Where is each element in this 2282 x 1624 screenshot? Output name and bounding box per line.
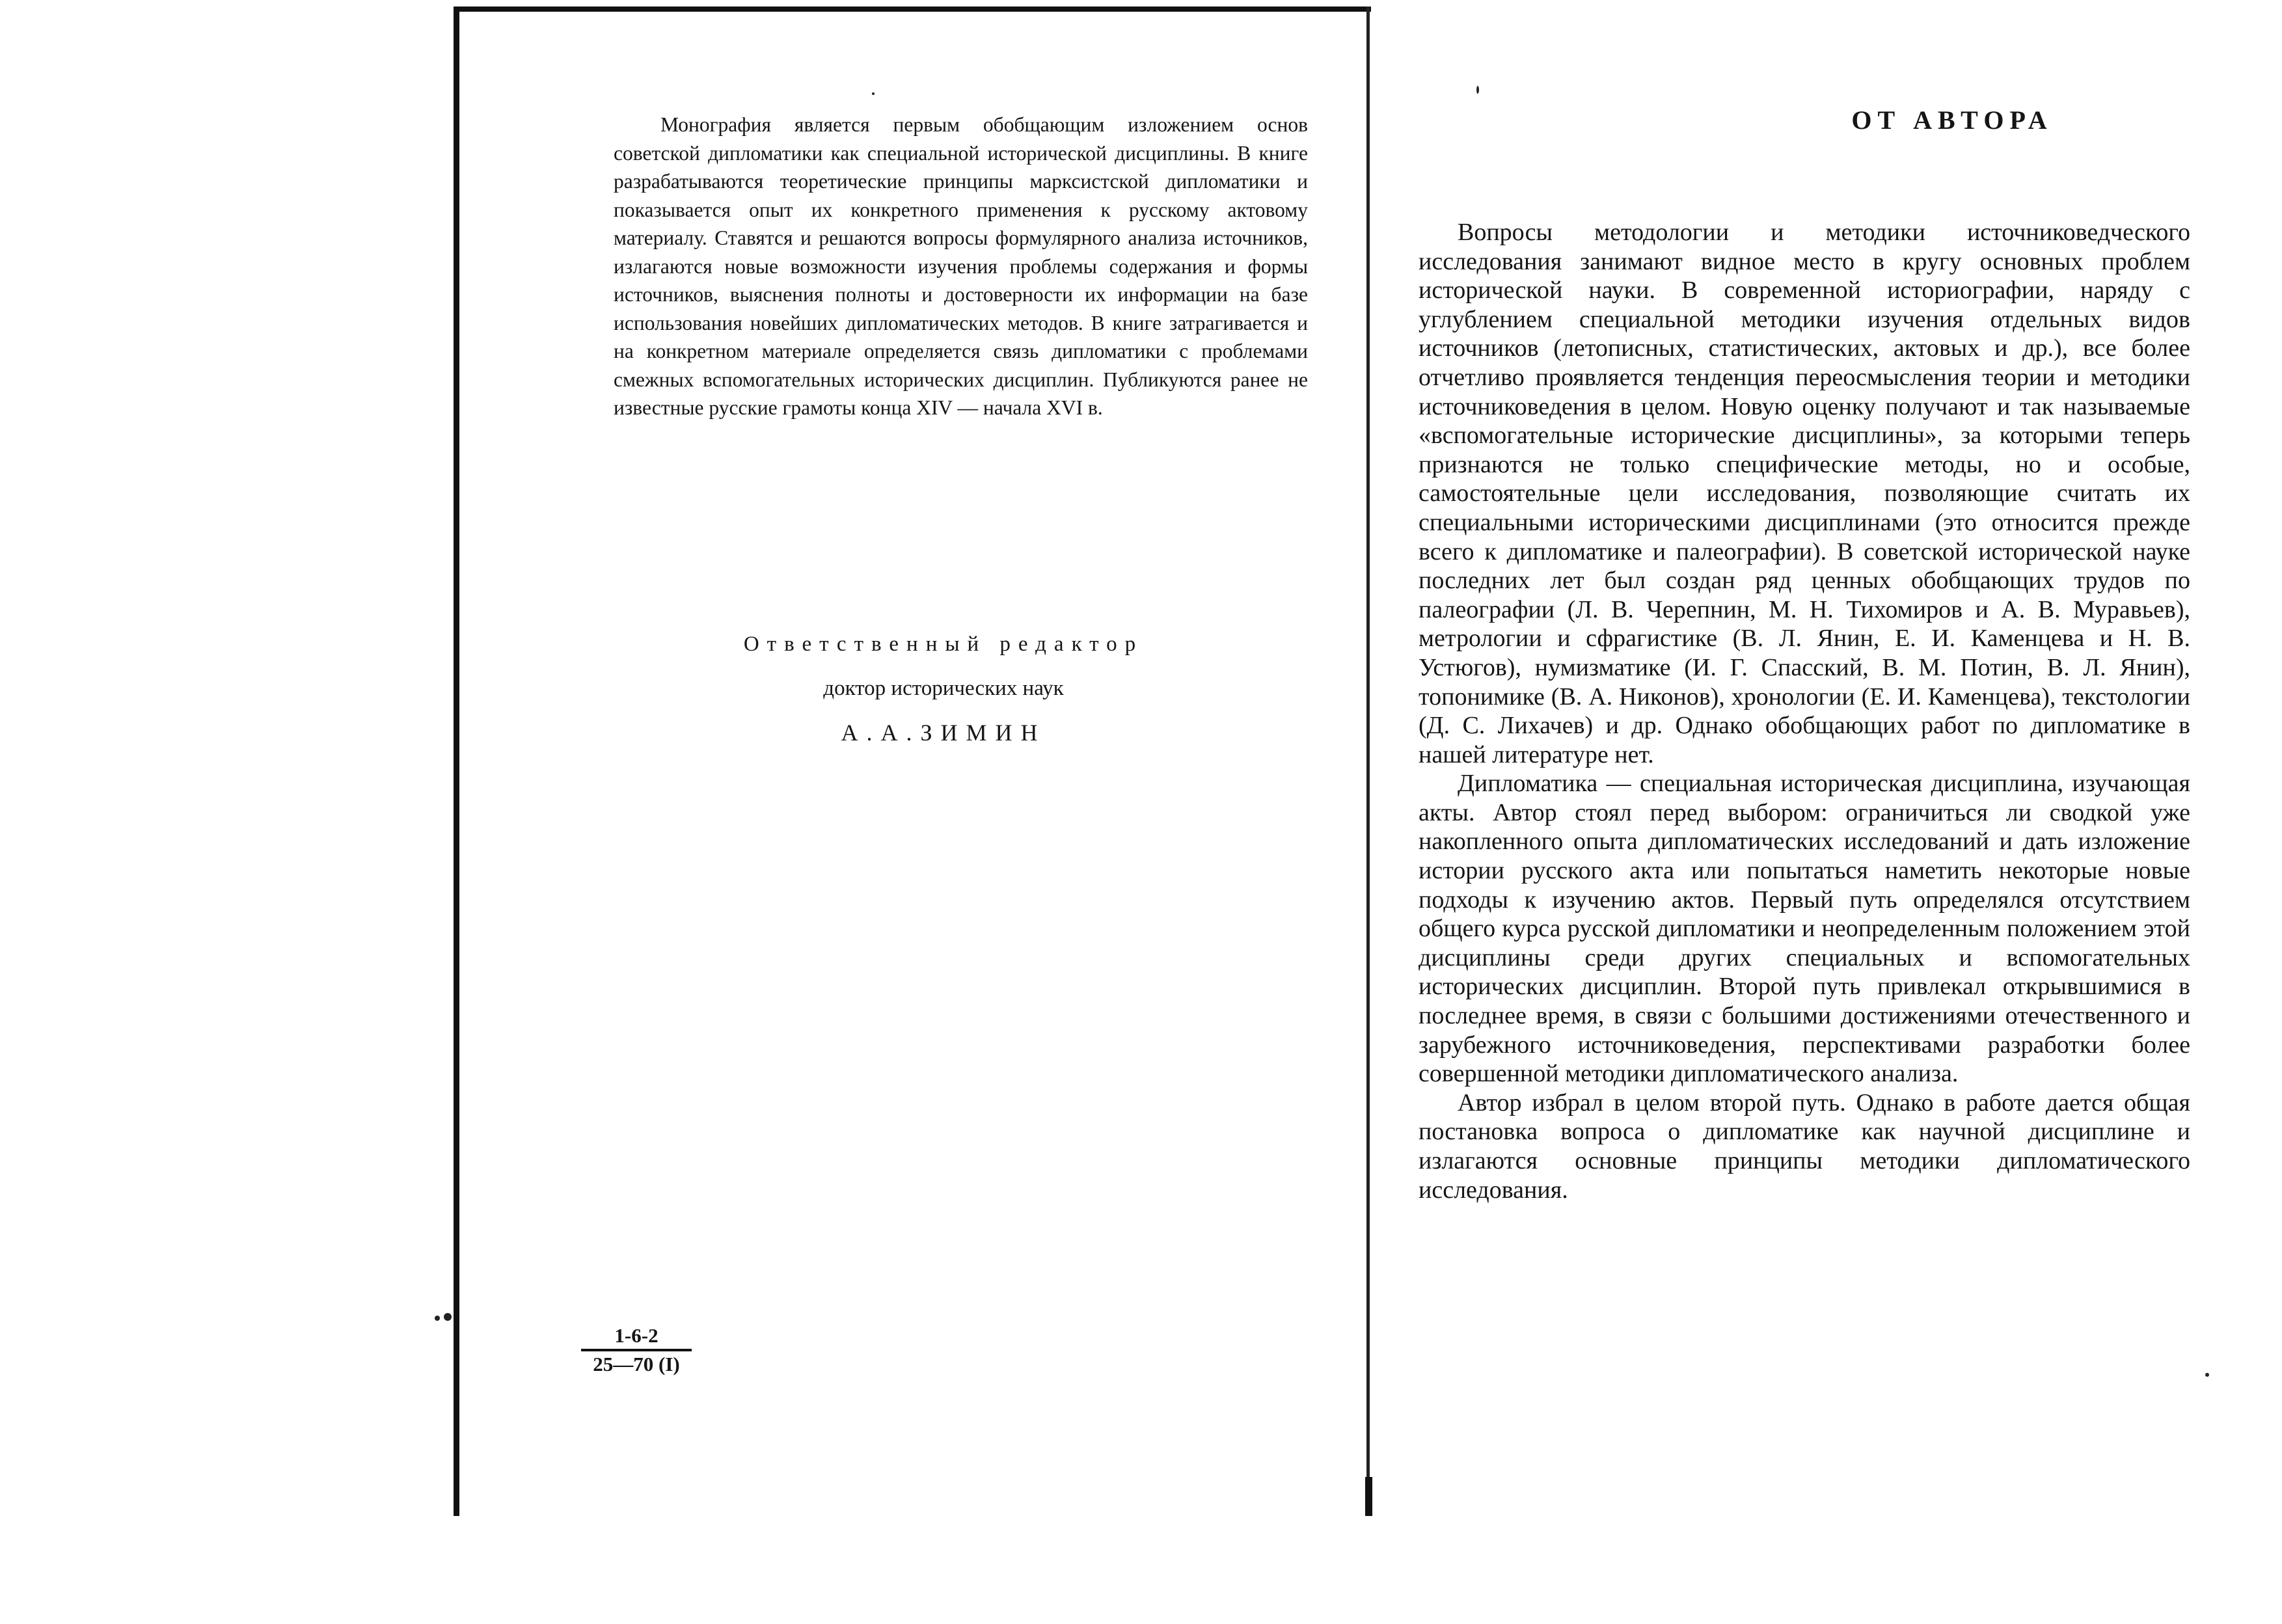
scan-speck xyxy=(435,1316,440,1321)
scan-speck xyxy=(2205,1373,2209,1377)
scan-speck xyxy=(444,1313,452,1321)
scan-speck xyxy=(1476,86,1479,94)
book-spine-mark xyxy=(1365,1477,1372,1516)
editor-credit xyxy=(690,631,1197,747)
page-top-border xyxy=(454,7,1371,12)
preface-body xyxy=(1419,218,2190,1204)
preface-paragraph: Автор избрал в целом второй путь. Однако в работе дается общая постановка вопроса о дипломатике как научной дисциплине и излагаются основные принципы методики дипломатического исследования. xyxy=(1419,1089,2190,1204)
publication-code-denominator: 25—70 (I) xyxy=(593,1353,680,1375)
scan-speck xyxy=(872,92,875,95)
editor-degree: доктор исторических наук xyxy=(823,677,1064,700)
editor-role: Ответственный редактор xyxy=(743,632,1144,656)
editor-name: А.А.ЗИМИН xyxy=(841,720,1046,746)
page-title: ОТ АВТОРА xyxy=(1851,105,2053,135)
publication-code-numerator: 1-6-2 xyxy=(581,1324,692,1351)
page-left-border xyxy=(454,7,459,1516)
book-annotation xyxy=(614,111,1308,422)
annotation-text: Монография является первым обобщающим изложением основ советской дипломатики как специальной исторической дисциплины. В книге разрабатываются теоретические принципы марксистской дипломатики и показывается опыт их конкретного применения к русскому актовому материалу. Ставятся и решаются вопросы формулярного анализа источников, излагаются новые возможности изучения проблемы содержания и формы источников, выяснения полноты и достоверности их информации на базе использования новейших дипломатических методов. В книге затрагивается и на конкретном материале определяется связь дипломатики с проблемами смежных вспомогательных исторических дисциплин. Публикуются ранее не известные русские грамоты конца XIV — начала XVI в. xyxy=(614,113,1308,419)
preface-paragraph: Дипломатика — специальная историческая дисциплина, изучающая акты. Автор стоял перед выбором: ограничиться ли сводкой уже накопленного опыта дипломатических исследований и дать изложение истории русского акта или попытаться наметить некоторые новые подходы к изучению актов. Первый путь определялся отсутствием общего курса русской дипломатики и неопределенным положением этой дисциплины среди других специальных и вспомогательных исторических дисциплин. Второй путь привлекал открывшимися в последнее время, в связи с большими достижениями отечественного и зарубежного источниковедения, перспективами разработки более совершенной методики дипломатического анализа. xyxy=(1419,770,2190,1088)
preface-paragraph: Вопросы методологии и методики источниковедческого исследования занимают видное место в кругу основных проблем исторической науки. В современной историографии, наряду с углублением специальной методики изучения отдельных видов источников (летописных, статистических, актовых и др.), все более отчетливо проявляется тенденция переосмысления теории и методики источниковедения в целом. Новую оценку получают и так называемые «вспомогательные исторические дисциплины», за которыми теперь признаются не только специфические методы, но и особые, самостоятельные цели исследования, позволяющие считать их специальными историческими дисциплинами (это относится прежде всего к дипломатике и палеографии). В советской исторической науке последних лет был создан ряд ценных обобщающих трудов по палеографии (Л. В. Черепнин, М. Н. Тихомиров и А. В. Муравьев), метрологии и сфрагистике (В. Л. Янин, Е. И. Каменцева и Н. В. Устюгов), нумизматике (И. Г. Спасский, В. М. Потин, В. Л. Янин), топонимике (В. А. Никонов), хронологии (Е. И. Каменцева), текстологии (Д. С. Лихачев) и др. Однако обобщающих работ по дипломатике в нашей литературе нет. xyxy=(1419,219,2190,768)
book-spine-line xyxy=(1366,7,1370,1513)
publication-code xyxy=(581,1324,692,1376)
